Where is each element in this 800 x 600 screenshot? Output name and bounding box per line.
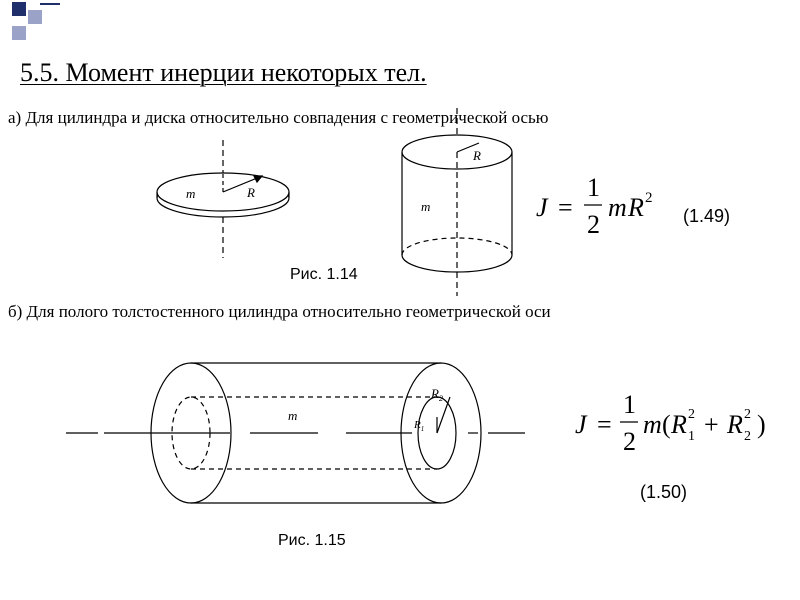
equation-number-1-50: (1.50) xyxy=(640,482,688,502)
equation-number-1-49: (1.49) xyxy=(683,206,731,226)
cylinder-radius-label: R xyxy=(473,148,481,163)
formula-b-r2-exp: 2 xyxy=(744,407,751,422)
disk-mass-label: m xyxy=(186,186,196,201)
formula-a-mass: m xyxy=(608,193,627,222)
formula-b-r1-exp: 2 xyxy=(688,407,695,422)
figure-1-15-caption: Рис. 1.15 xyxy=(278,532,346,549)
formula-b-mass: m xyxy=(643,410,662,439)
formula-b-open: ( xyxy=(662,410,671,439)
formula-b-r1-sub: 1 xyxy=(688,429,695,444)
figure-1-14-caption: Рис. 1.14 xyxy=(290,266,358,283)
formula-b-r2-sub: 2 xyxy=(744,429,751,444)
formula-b-r2: R xyxy=(727,410,743,439)
inner-radius-label: $R_1$ xyxy=(414,419,425,433)
formula-a-eq: = xyxy=(558,193,573,222)
formula-a-den: 2 xyxy=(587,210,600,239)
cylinder-mass-label: m xyxy=(421,199,431,214)
formula-b-den: 2 xyxy=(623,427,636,456)
section-a-heading: а) Для цилиндра и диска относительно совпадения с геометрической осью xyxy=(8,108,549,127)
slide-title: 5.5. Момент инерции некоторых тел. xyxy=(20,58,427,87)
formula-b-close: ) xyxy=(757,410,766,439)
formula-b-num: 1 xyxy=(623,390,636,419)
formula-a-radius: R xyxy=(628,193,644,222)
formula-b-eq: = xyxy=(597,410,612,439)
formula-b-plus: + xyxy=(704,410,719,439)
section-b-heading: б) Для полого толстостенного цилиндра относительно геометрической оси xyxy=(8,302,551,321)
formula-a-num: 1 xyxy=(587,173,600,202)
hollow-mass-label: m xyxy=(288,408,298,423)
formula-b-r1: R xyxy=(671,410,687,439)
outer-radius-label: $R_2$ xyxy=(431,386,443,403)
formula-b-lhs: J xyxy=(575,410,587,439)
formula-a-exp: 2 xyxy=(645,190,653,206)
disk-radius-label: R xyxy=(247,185,255,200)
formula-1-50 xyxy=(575,390,766,456)
formula-a-lhs: J xyxy=(536,193,548,222)
